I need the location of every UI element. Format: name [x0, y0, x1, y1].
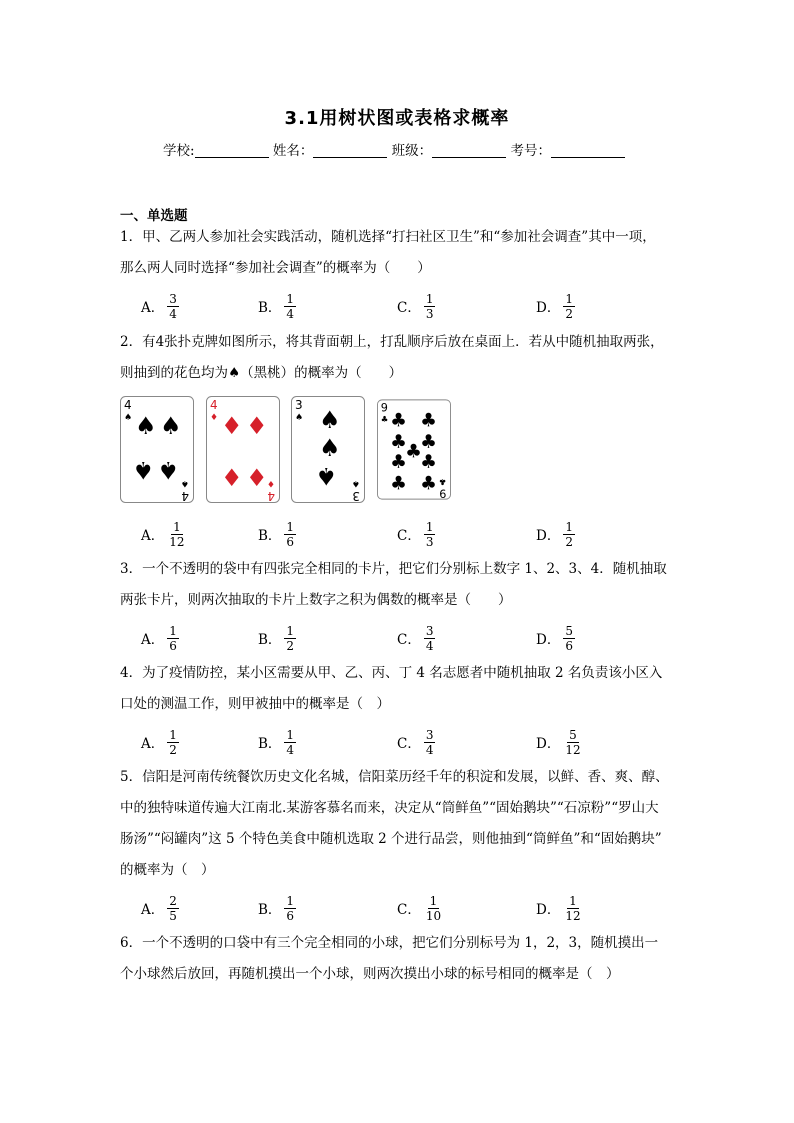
card-4-diamonds — [206, 396, 280, 503]
option-c[interactable]: C． $\frac{1}{3}$ — [397, 519, 434, 549]
question-5 — [120, 762, 680, 886]
card-rank: 4 — [267, 489, 275, 503]
question-3 — [120, 554, 680, 616]
club-icon: ♣ — [420, 473, 437, 495]
fraction: $\frac{5}{12}$ — [565, 727, 581, 757]
question-3-options — [141, 620, 701, 656]
spade-icon: ♠ — [351, 478, 360, 488]
card-3-spades — [291, 396, 365, 503]
club-icon: ♣ — [390, 432, 407, 454]
question-5-line-1: 5．信阳是河南传统餐饮历史文化名城，信阳菜历经千年的积淀和发展，以鲜、香、爽、醇、 — [120, 769, 669, 785]
club-icon: ♣ — [390, 473, 407, 495]
question-3-line-2: 两张卡片，则两次抽取的卡片上数字之积为偶数的概率是（ ） — [120, 592, 512, 608]
school-label: 学校: — [163, 143, 195, 159]
fraction: $\frac{2}{5}$ — [169, 893, 177, 923]
question-1-options — [141, 288, 701, 324]
question-2-line-1: 2．有4张扑克牌如图所示，将其背面朝上，打乱顺序后放在桌面上．若从中随机抽取两张， — [120, 334, 664, 350]
diamond-icon: ♦ — [221, 464, 243, 492]
club-icon: ♣ — [438, 477, 447, 488]
class-blank[interactable] — [432, 143, 506, 158]
option-c[interactable]: C． $\frac{3}{4}$ — [397, 727, 434, 757]
fraction: $\frac{1}{4}$ — [286, 291, 295, 321]
question-1 — [120, 222, 680, 284]
option-a[interactable]: A． $\frac{3}{4}$ — [141, 291, 177, 321]
card-rank: 4 — [124, 398, 132, 412]
option-d[interactable]: D． $\frac{1}{2}$ — [536, 519, 573, 549]
question-4 — [120, 658, 680, 720]
question-5-line-2: 中的独特味道传遍大江南北.某游客慕名而来，决定从“筒鲜鱼”“固始鹅块”“石凉粉”“罗山大 — [120, 800, 659, 816]
question-1-line-2: 那么两人同时选择“参加社会调查”的概率为（ ） — [120, 260, 431, 276]
option-a[interactable]: A． $\frac{1}{6}$ — [141, 623, 177, 653]
card-9-clubs — [377, 396, 451, 503]
fraction: $\frac{3}{4}$ — [425, 623, 434, 653]
question-6-line-1: 6．一个不透明的口袋中有三个完全相同的小球，把它们分别标号为 1，2，3，随机摸出一 — [120, 935, 659, 951]
diamond-icon: ♦ — [266, 478, 275, 488]
option-d[interactable]: D． $\frac{5}{12}$ — [536, 727, 581, 757]
fraction: $\frac{1}{12}$ — [169, 519, 185, 549]
diamond-icon: ♦ — [246, 464, 268, 492]
fraction: $\frac{1}{2}$ — [286, 623, 295, 653]
option-c[interactable]: C． $\frac{3}{4}$ — [397, 623, 434, 653]
question-2 — [120, 327, 680, 389]
option-b[interactable]: B． $\frac{1}{2}$ — [258, 623, 295, 653]
exam-number-label: 考号： — [510, 143, 551, 159]
spade-icon: ♠ — [135, 412, 157, 440]
question-2-options — [141, 516, 701, 552]
card-rank: 9 — [439, 486, 447, 500]
club-icon: ♣ — [380, 413, 389, 424]
exam-number-blank[interactable] — [551, 143, 625, 158]
question-5-options — [141, 890, 701, 926]
fraction: $\frac{1}{3}$ — [425, 291, 434, 321]
playing-cards-figure — [120, 396, 460, 506]
fraction: $\frac{1}{6}$ — [286, 893, 295, 923]
name-blank[interactable] — [313, 143, 387, 158]
fraction: $\frac{1}{2}$ — [169, 727, 177, 757]
section-heading: 一、单选题 — [120, 208, 188, 224]
club-icon: ♣ — [420, 410, 437, 432]
card-rank: 3 — [295, 398, 303, 412]
club-icon: ♣ — [420, 451, 437, 473]
option-d[interactable]: D． $\frac{1}{2}$ — [536, 291, 573, 321]
option-b[interactable]: B． $\frac{1}{4}$ — [258, 727, 295, 757]
option-b[interactable]: B． $\frac{1}{6}$ — [258, 893, 295, 923]
fraction: $\frac{3}{4}$ — [169, 291, 177, 321]
option-a[interactable]: A． $\frac{1}{12}$ — [141, 519, 185, 549]
spade-icon: ♠ — [157, 456, 179, 484]
spade-icon: ♠ — [295, 413, 304, 423]
diamond-icon: ♦ — [210, 413, 219, 423]
option-d[interactable]: D． $\frac{5}{6}$ — [536, 623, 573, 653]
club-icon: ♣ — [405, 441, 422, 463]
question-2-line-2: 则抽到的花色均为♠（黑桃）的概率为（ ） — [120, 365, 403, 381]
question-5-line-4: 的概率为（ ） — [120, 862, 215, 878]
fraction: $\frac{3}{4}$ — [425, 727, 434, 757]
question-6-line-2: 个小球然后放回，再随机摸出一个小球，则两次摸出小球的标号相同的概率是（ ） — [120, 966, 620, 982]
spade-icon: ♠ — [315, 462, 337, 490]
question-4-line-2: 口处的测温工作，则甲被抽中的概率是（ ） — [120, 696, 390, 712]
fraction: $\frac{1}{2}$ — [565, 291, 573, 321]
fraction: $\frac{5}{6}$ — [565, 623, 573, 653]
question-5-line-3: 肠汤”“闷罐肉”这 5 个特色美食中随机选取 2 个进行品尝，则他抽到“筒鲜鱼”和“固始鹅块” — [120, 831, 662, 847]
spade-icon: ♠ — [132, 456, 154, 484]
option-b[interactable]: B． $\frac{1}{6}$ — [258, 519, 295, 549]
option-d[interactable]: D． $\frac{1}{12}$ — [536, 893, 581, 923]
student-info-line — [163, 139, 625, 159]
option-c[interactable]: C． $\frac{1}{3}$ — [397, 291, 434, 321]
spade-icon: ♠ — [124, 413, 133, 423]
school-blank[interactable] — [195, 143, 269, 158]
card-4-spades — [120, 396, 194, 503]
name-label: 姓名： — [272, 143, 314, 159]
question-4-options — [141, 724, 701, 760]
option-c[interactable]: C． $\frac{1}{10}$ — [397, 893, 442, 923]
option-a[interactable]: A． $\frac{1}{2}$ — [141, 727, 177, 757]
card-rank: 4 — [210, 398, 218, 412]
question-3-line-1: 3．一个不透明的袋中有四张完全相同的卡片，把它们分别标上数字 1、2、3、4．随机抽取 — [120, 561, 667, 577]
question-1-line-1: 1．甲、乙两人参加社会实践活动，随机选择“打扫社区卫生”和“参加社会调查”其中一项， — [120, 229, 656, 245]
diamond-icon: ♦ — [246, 412, 268, 440]
fraction: $\frac{1}{10}$ — [425, 893, 442, 923]
spade-icon: ♠ — [319, 434, 341, 462]
club-icon: ♣ — [390, 410, 407, 432]
fraction: $\frac{1}{6}$ — [169, 623, 177, 653]
page-title: 3.1用树状图或表格求概率 — [284, 108, 510, 129]
fraction: $\frac{1}{12}$ — [565, 893, 581, 923]
fraction: $\frac{1}{3}$ — [425, 519, 434, 549]
card-rank: 4 — [181, 489, 189, 503]
spade-icon: ♠ — [160, 412, 182, 440]
question-4-line-1: 4．为了疫情防控，某小区需要从甲、乙、丙、丁 4 名志愿者中随机抽取 2 名负责该小区入 — [120, 665, 663, 681]
class-label: 班级： — [391, 143, 433, 159]
fraction: $\frac{1}{4}$ — [286, 727, 295, 757]
fraction: $\frac{1}{2}$ — [565, 519, 573, 549]
question-6 — [120, 928, 680, 990]
club-icon: ♣ — [420, 432, 437, 454]
spade-icon: ♠ — [180, 478, 189, 488]
option-b[interactable]: B． $\frac{1}{4}$ — [258, 291, 295, 321]
option-a[interactable]: A． $\frac{2}{5}$ — [141, 893, 177, 923]
club-icon: ♣ — [390, 451, 407, 473]
card-rank: 3 — [352, 489, 360, 503]
card-rank: 9 — [380, 401, 388, 415]
spade-icon: ♠ — [319, 406, 341, 434]
fraction: $\frac{1}{6}$ — [286, 519, 295, 549]
diamond-icon: ♦ — [221, 412, 243, 440]
